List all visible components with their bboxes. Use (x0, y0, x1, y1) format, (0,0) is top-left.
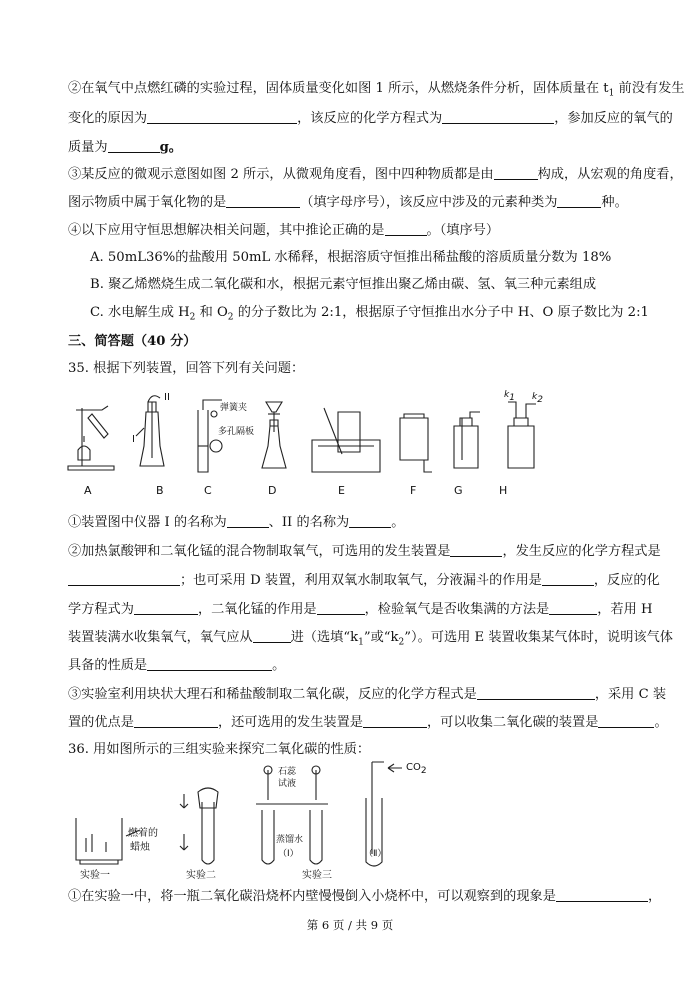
q36-title: 36. 用如图所示的三组实验来探究二氧化碳的性质： (68, 742, 371, 757)
experiment-3-label: 实验三 (302, 870, 332, 881)
answer-blank[interactable] (68, 571, 180, 586)
answer-blank[interactable] (556, 887, 648, 902)
experiment-2-label: 实验二 (186, 870, 216, 881)
answer-blank[interactable] (557, 193, 601, 208)
answer-blank[interactable] (450, 542, 502, 557)
answer-blank[interactable] (147, 656, 272, 671)
answer-blank[interactable] (147, 109, 297, 124)
q34-part2-line3: 质量为 g。 (68, 140, 182, 155)
co2-experiment-drawing (66, 760, 446, 880)
q35-title: 35. 根据下列装置，回答下列有关问题： (68, 361, 305, 376)
distilled-water-label: 蒸馏水 (276, 835, 304, 845)
section-heading: 三、简答题（40 分） (68, 334, 197, 349)
q34-option-c: C. 水电解生成 $H_2$ 和 $O_2$ 的分子数比为 2:1，根据原子守恒推出水分子中 H、O 原子数比为 2:1 (90, 305, 649, 323)
k1-label: $k_1$ (504, 390, 515, 403)
q35-part1: ①装置图中仪器 I 的名称为 、II 的名称为 。 (68, 515, 405, 530)
answer-blank[interactable] (227, 513, 269, 528)
answer-blank[interactable] (349, 513, 391, 528)
answer-blank[interactable] (442, 109, 554, 124)
porous-plate-label: 多孔隔板 (218, 427, 255, 437)
q34-part3-line2: 图示物质中属于氧化物的是 （填字母序号），该反应中涉及的元素种类为 种。 (68, 195, 628, 210)
apparatus-label: F (410, 484, 417, 497)
q34-part4-line1: ④以下应用守恒思想解决相关问题，其中推论正确的是 。（填序号） (68, 223, 500, 238)
answer-blank[interactable] (494, 165, 538, 180)
apparatus-label: A (84, 484, 92, 497)
candle-label-1: 燃着的 (128, 828, 158, 839)
apparatus-drawing (62, 388, 592, 500)
answer-blank[interactable] (226, 193, 300, 208)
answer-blank[interactable] (108, 138, 160, 153)
answer-blank[interactable] (317, 600, 365, 615)
answer-blank[interactable] (542, 571, 594, 586)
answer-blank[interactable] (477, 685, 595, 700)
apparatus-label: D (268, 484, 277, 497)
answer-blank[interactable] (549, 600, 597, 615)
litmus-label-1: 石蕊 (278, 767, 297, 777)
apparatus-label: E (338, 484, 345, 497)
litmus-label-2: 试液 (278, 779, 297, 789)
q35-part3-line2: 置的优点是 ，还可选用的发生装置是 ，可以收集二氧化碳的装置是 。 (68, 715, 668, 730)
q34-part2-line1: ②在氧气中点燃红磷的实验过程，固体质量变化如图 1 所示，从燃烧条件分析，固体质量在 $t_1$ 前没有发生 (68, 81, 685, 99)
apparatus-label: G (454, 484, 463, 497)
k2-label: $k_2$ (532, 392, 543, 405)
answer-blank[interactable] (253, 628, 291, 643)
q35-part2-line5: 具备的性质是 。 (68, 658, 286, 673)
q35-part2-line4: 装置装满水收集氧气，氧气应从 进（选填“$k_1$”或“$k_2$”）。可选用 E 装置收集某气体时，说明该气体 (68, 630, 673, 648)
co2-label: $CO_2$ (406, 762, 427, 776)
q35-part2-line2: ；也可采用 D 装置，利用双氧水制取氧气，分液漏斗的作用是 ，反应的化 (68, 571, 660, 590)
instrument-i-label: I (132, 434, 135, 445)
instrument-ii-label: II (164, 392, 170, 403)
setup-i-label: （Ⅰ） (278, 849, 299, 859)
setup-ii-label: （Ⅱ） (364, 849, 387, 859)
q35-part2-line3: 学方程式为 ，二氧化锰的作用是 ，检验氧气是否收集满的方法是 ，若用 H (68, 602, 653, 617)
apparatus-label: B (156, 484, 164, 497)
answer-blank[interactable] (385, 221, 427, 236)
answer-blank[interactable] (134, 600, 198, 615)
stand-base (68, 466, 114, 470)
co2-experiment-figure (66, 760, 446, 880)
q34-option-a: A. 50mL36%的盐酸用 50mL 水稀释，根据溶质守恒推出稀盐酸的溶质质量分数为 18% (90, 250, 612, 265)
q34-part3-line1: ③某反应的微观示意图如图 2 所示，从微观角度看，图中四种物质都是由 构成，从宏观的角度看， (68, 167, 683, 182)
apparatus-figure (62, 388, 592, 500)
q36-part1: ①在实验一中，将一瓶二氧化碳沿烧杯内壁慢慢倒入小烧杯中，可以观察到的现象是 ， (68, 889, 662, 904)
page-footer: 第 6 页 / 共 9 页 (306, 918, 394, 932)
experiment-1-label: 实验一 (80, 870, 110, 881)
answer-blank[interactable] (598, 713, 654, 728)
q35-part2-line1: ②加热氯酸钾和二氧化锰的混合物制取氧气，可选用的发生装置是 ，发生反应的化学方程式是 (68, 544, 661, 559)
q35-part3-line1: ③实验室利用块状大理石和稀盐酸制取二氧化碳，反应的化学方程式是 ，采用 C 装 (68, 687, 667, 702)
q34-part2-line2: 变化的原因为 ，该反应的化学方程式为 ，参加反应的氧气的 (68, 111, 673, 126)
answer-blank[interactable] (134, 713, 218, 728)
apparatus-label: H (499, 484, 508, 497)
answer-blank[interactable] (363, 713, 427, 728)
apparatus-label: C (204, 484, 212, 497)
candle-label-2: 蜡烛 (130, 842, 150, 853)
q34-option-b: B. 聚乙烯燃烧生成二氧化碳和水，根据元素守恒推出聚乙烯由碳、氢、氧三种元素组成 (90, 277, 597, 292)
spring-clip-label: 弹簧夹 (220, 403, 248, 413)
